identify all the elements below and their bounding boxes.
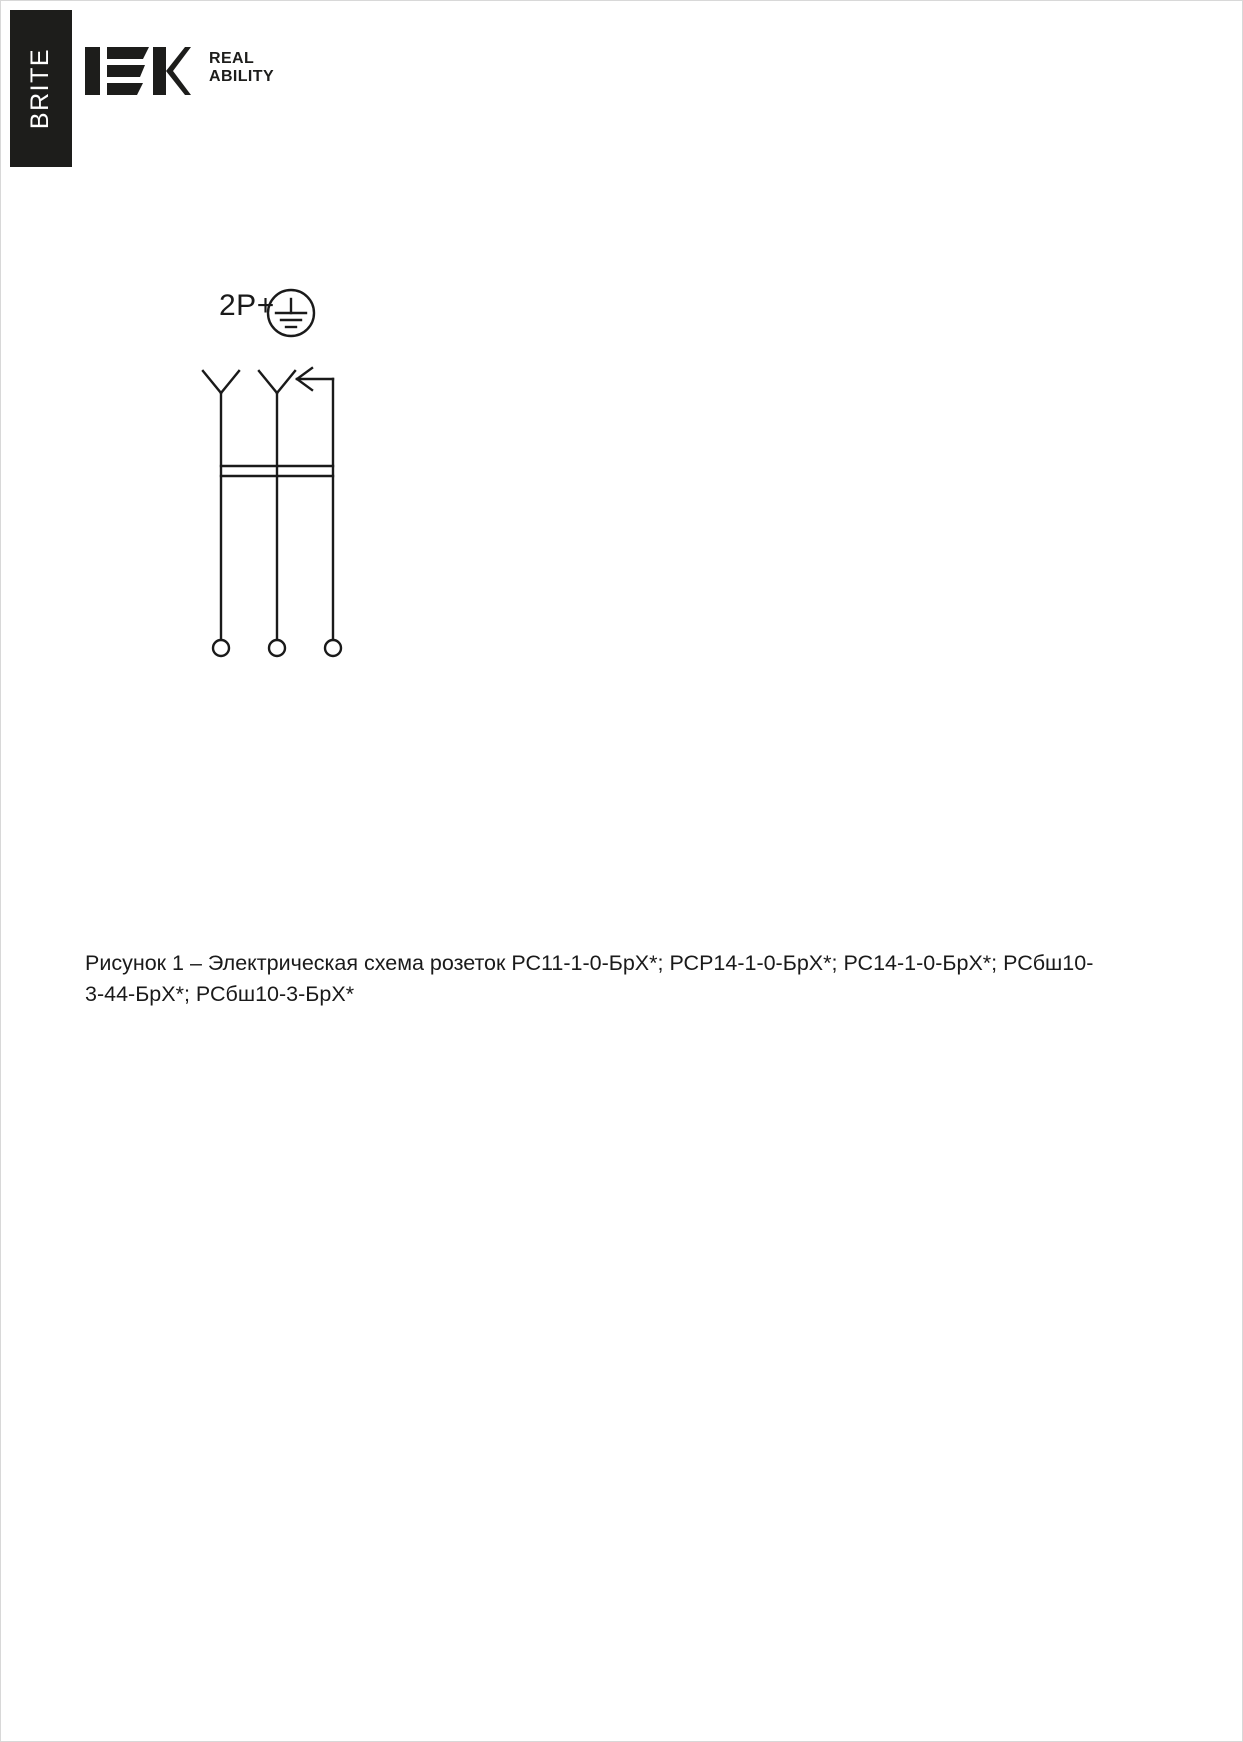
iek-logo-icon (85, 43, 191, 99)
logo-tagline-line1: REAL (209, 50, 255, 67)
schematic-drawing (181, 271, 441, 671)
schematic-phase-label: 2P+ (219, 289, 275, 322)
brand-side-tab (10, 10, 72, 167)
logo-tagline (209, 50, 274, 86)
logo-block (85, 43, 274, 99)
logo-tagline-line2: ABILITY (209, 67, 275, 85)
electrical-schematic (181, 271, 441, 671)
brand-side-tab-label: BRITE (26, 47, 55, 130)
figure-caption: Рисунок 1 – Электрическая схема розеток РС11-1-0-БрХ*; РСР14-1-0-БрХ*; РС14-1-0-БрХ*; РСбш10-3-44-БрХ*; РСбш10-3-БрХ* (85, 951, 1094, 1006)
